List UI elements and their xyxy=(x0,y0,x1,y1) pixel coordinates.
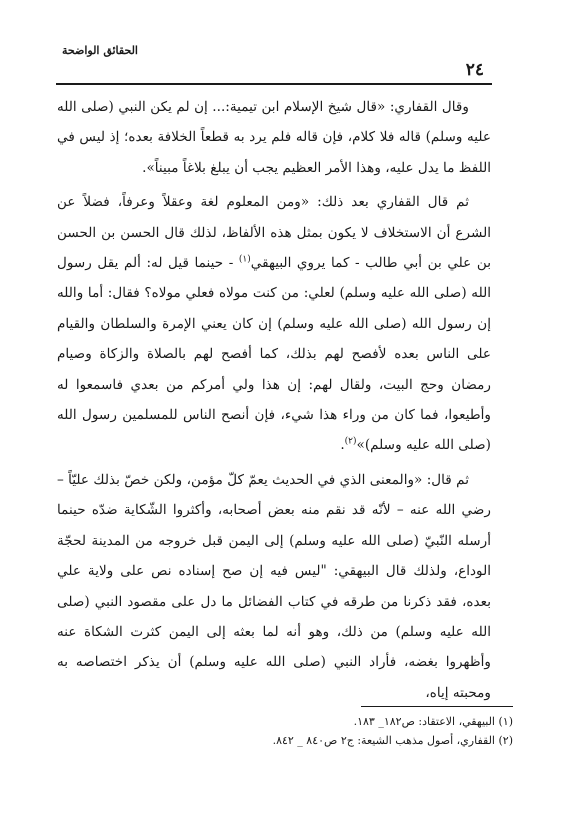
footnote-2: (٢) القفاري، أصول مذهب الشيعة: ج٢ ص٨٤٠ _ ٨٤٢. xyxy=(272,734,513,747)
main-text xyxy=(57,92,491,708)
footnotes xyxy=(79,712,513,750)
footnote-separator xyxy=(361,706,513,707)
footnote-marker-2: (٢) xyxy=(344,436,357,447)
paragraph-2-part-2: - حينما قيل له: ألم يقل رسول الله (صلى الله عليه وسلم) لعلي: من كنت مولاه فعلي مولاه؟ فقال: أما والله إن رسول الله (صلى الله عليه وسلم) إن كان يعني الإمرة والسلطان والقيام على الناس بعده لأفصح لهم بذلك، كما أفصح لهم بالصلاة والزكاة وصيام رمضان وحج البيت، ولقال لهم: إن هذا ولي أمركم من بعدي فاسمعوا له وأطيعوا، فما كان من وراء هذا شيء، فإن أنصح الناس للمسلمين رسول الله (صلى الله عليه وسلم)» xyxy=(57,255,491,454)
running-title: الحقائق الواضحة xyxy=(62,44,138,57)
paragraph-2-part-1: ثم قال القفاري بعد ذلك: «ومن المعلوم لغة وعقلاً وعرفاً، فضلاً عن الشرع أن الاستخلاف لا يكون بمثل هذه الألفاظ، لذلك قال الحسن بن الحسن بن علي بن أبي طالب - كما يروي البيهقي xyxy=(57,194,491,272)
page-number: ٢٤ xyxy=(465,60,484,80)
paragraph-3: ثم قال: «والمعنى الذي في الحديث يعمّ كلّ مؤمن، ولكن خصّ بذلك عليّاً – رضي الله عنه – لأنّه قد نقم منه بعض أصحابه، وأكثروا الشّكاية ضدّه حينما أرسله النّبيّ (صلى الله عليه وسلم) إلى اليمن قبل خروجه من المدينة لحجّة الوداع، ولذلك قال البيهقي: "ليس فيه إن صح إسناده نص على ولاية علي بعده، فقد ذكرنا من طرقه في كتاب الفضائل ما دل على مقصود النبي (صلى الله عليه وسلم) من ذلك، وهو أنه لما بعثه إلى اليمن كثرت الشكاة عنه وأظهروا بغضه، فأراد النبي (صلى الله عليه وسلم) أن يذكر اختصاصه به ومحبته إياه، xyxy=(57,471,491,701)
paragraph-2-end: . xyxy=(340,437,345,454)
paragraph-2 xyxy=(57,187,491,461)
page-header xyxy=(56,44,492,84)
footnote-marker-1: (١) xyxy=(238,254,251,265)
header-rule xyxy=(56,83,492,85)
paragraph-1: وقال القفاري: «قال شيخ الإسلام ابن تيمية:... إن لم يكن النبي (صلى الله عليه وسلم) قاله فلا كلام، فإن قاله فلم يرد به قطعاً الخلافة بعده؛ إذ ليس في اللفظ ما يدل عليه، وهذا الأمر العظيم يجب أن يبلغ بلاغاً مبيناً». xyxy=(57,99,491,176)
footnote-1: (١) البيهقي، الاعتقاد: ص١٨٢_ ١٨٣. xyxy=(353,715,513,728)
